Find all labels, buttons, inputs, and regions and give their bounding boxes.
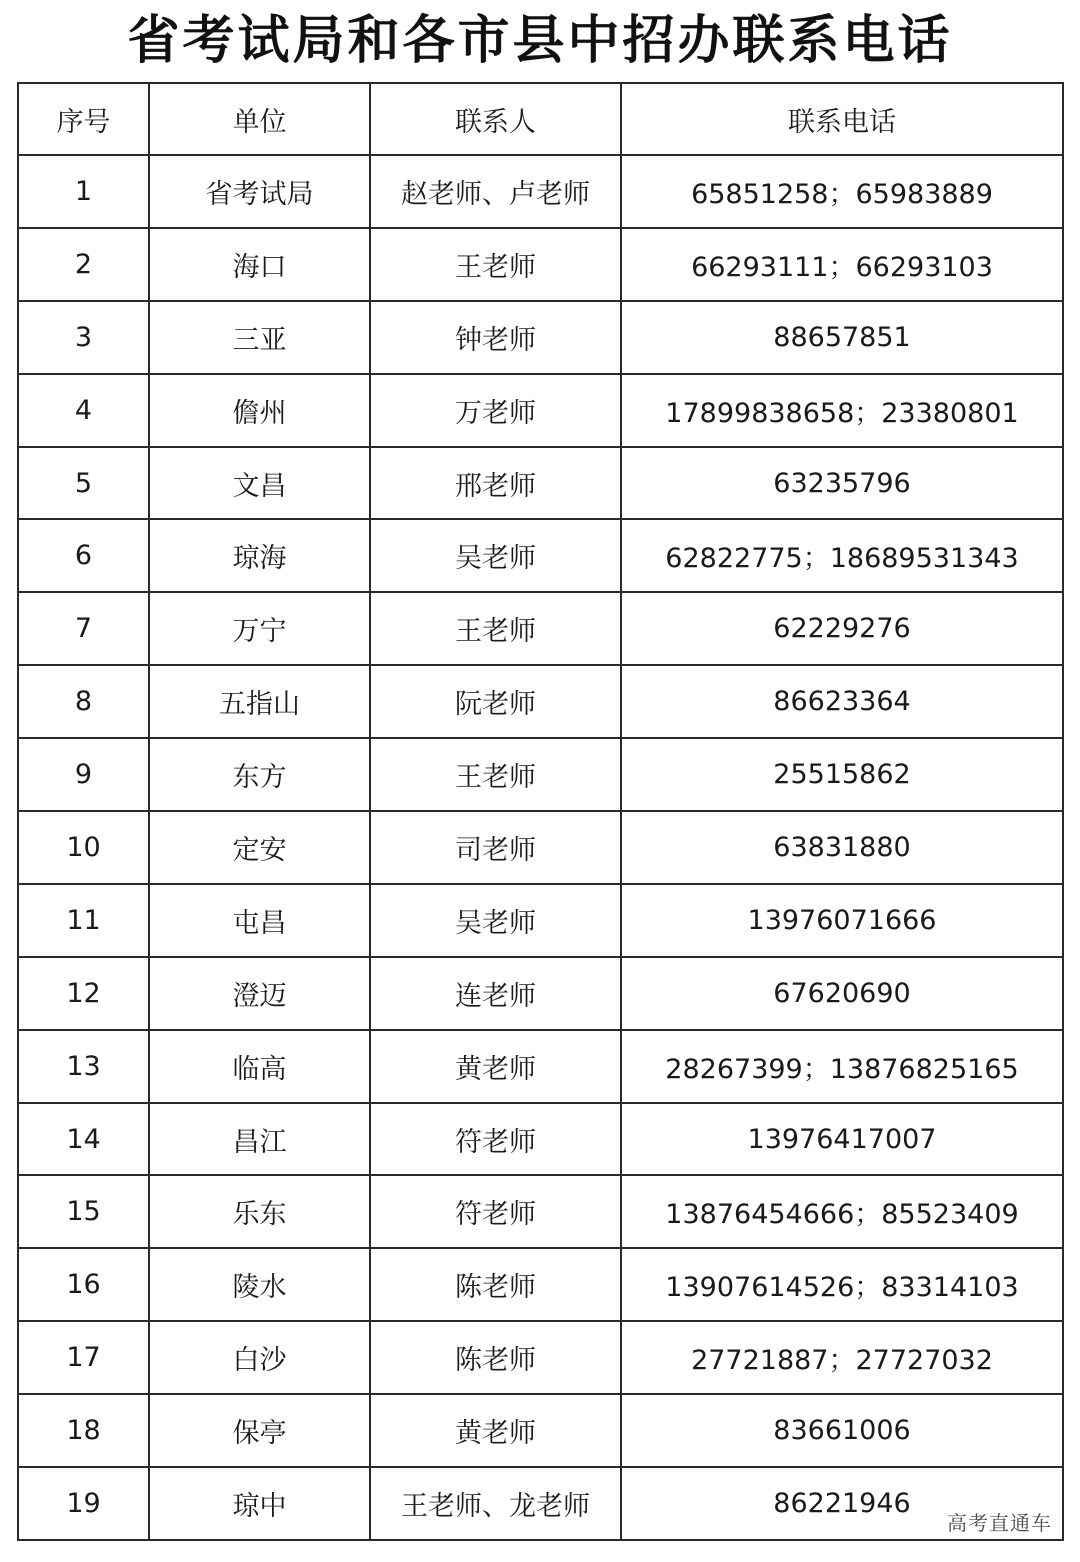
cell-unit: 澄迈 — [149, 957, 370, 1030]
cell-unit: 昌江 — [149, 1103, 370, 1176]
table-row — [18, 1103, 1063, 1176]
cell-phone: 27721887；27727032 — [621, 1321, 1063, 1394]
cell-unit: 琼中 — [149, 1467, 370, 1540]
cell-phone: 67620690 — [621, 957, 1063, 1030]
table-row — [18, 811, 1063, 884]
cell-unit: 省考试局 — [149, 155, 370, 228]
cell-unit: 三亚 — [149, 301, 370, 374]
cell-unit: 定安 — [149, 811, 370, 884]
cell-index: 16 — [18, 1248, 149, 1321]
table-row — [18, 519, 1063, 592]
cell-phone: 63235796 — [621, 447, 1063, 520]
cell-index: 19 — [18, 1467, 149, 1540]
cell-unit: 儋州 — [149, 374, 370, 447]
cell-unit: 临高 — [149, 1030, 370, 1103]
cell-index: 7 — [18, 592, 149, 665]
table-row — [18, 374, 1063, 447]
cell-contact: 黄老师 — [370, 1030, 621, 1103]
header-unit: 单位 — [149, 83, 370, 155]
cell-index: 17 — [18, 1321, 149, 1394]
table-row — [18, 1467, 1063, 1540]
table-row — [18, 738, 1063, 811]
cell-phone: 86221946 — [621, 1467, 1063, 1540]
cell-unit: 东方 — [149, 738, 370, 811]
cell-phone: 62229276 — [621, 592, 1063, 665]
cell-unit: 万宁 — [149, 592, 370, 665]
cell-phone: 13976417007 — [621, 1103, 1063, 1176]
cell-contact: 陈老师 — [370, 1248, 621, 1321]
cell-index: 2 — [18, 228, 149, 301]
table-row — [18, 1030, 1063, 1103]
cell-unit: 屯昌 — [149, 884, 370, 957]
cell-index: 11 — [18, 884, 149, 957]
cell-contact: 符老师 — [370, 1175, 621, 1248]
cell-index: 9 — [18, 738, 149, 811]
cell-unit: 海口 — [149, 228, 370, 301]
watermark: 高考直通车 — [947, 1511, 1052, 1535]
table-row — [18, 1175, 1063, 1248]
cell-phone: 13976071666 — [621, 884, 1063, 957]
contact-table — [17, 82, 1064, 1541]
table-row — [18, 1248, 1063, 1321]
cell-contact: 王老师 — [370, 738, 621, 811]
table-row — [18, 447, 1063, 520]
cell-phone: 88657851 — [621, 301, 1063, 374]
cell-index: 5 — [18, 447, 149, 520]
cell-contact: 邢老师 — [370, 447, 621, 520]
cell-phone: 17899838658；23380801 — [621, 374, 1063, 447]
cell-contact: 黄老师 — [370, 1394, 621, 1467]
table-row — [18, 1394, 1063, 1467]
cell-contact: 吴老师 — [370, 519, 621, 592]
cell-index: 8 — [18, 665, 149, 738]
cell-contact: 王老师 — [370, 592, 621, 665]
cell-contact: 司老师 — [370, 811, 621, 884]
table-row — [18, 155, 1063, 228]
cell-phone: 83661006 — [621, 1394, 1063, 1467]
table-row — [18, 665, 1063, 738]
cell-index: 10 — [18, 811, 149, 884]
cell-contact: 连老师 — [370, 957, 621, 1030]
page-title: 省考试局和各市县中招办联系电话 — [127, 11, 953, 71]
cell-phone: 65851258；65983889 — [621, 155, 1063, 228]
cell-phone: 66293111；66293103 — [621, 228, 1063, 301]
cell-phone: 13907614526；83314103 — [621, 1248, 1063, 1321]
cell-contact: 王老师、龙老师 — [370, 1467, 621, 1540]
cell-index: 1 — [18, 155, 149, 228]
cell-unit: 五指山 — [149, 665, 370, 738]
table-header-row — [18, 83, 1063, 155]
cell-contact: 陈老师 — [370, 1321, 621, 1394]
header-contact: 联系人 — [370, 83, 621, 155]
cell-phone: 62822775；18689531343 — [621, 519, 1063, 592]
cell-unit: 陵水 — [149, 1248, 370, 1321]
cell-contact: 符老师 — [370, 1103, 621, 1176]
table-row — [18, 301, 1063, 374]
cell-index: 12 — [18, 957, 149, 1030]
table-row — [18, 884, 1063, 957]
cell-unit: 文昌 — [149, 447, 370, 520]
cell-unit: 琼海 — [149, 519, 370, 592]
cell-index: 14 — [18, 1103, 149, 1176]
cell-unit: 白沙 — [149, 1321, 370, 1394]
cell-index: 15 — [18, 1175, 149, 1248]
cell-phone: 25515862 — [621, 738, 1063, 811]
cell-unit: 乐东 — [149, 1175, 370, 1248]
cell-index: 18 — [18, 1394, 149, 1467]
table-row — [18, 228, 1063, 301]
header-index: 序号 — [18, 83, 149, 155]
cell-contact: 赵老师、卢老师 — [370, 155, 621, 228]
cell-contact: 钟老师 — [370, 301, 621, 374]
cell-phone: 86623364 — [621, 665, 1063, 738]
cell-phone: 13876454666；85523409 — [621, 1175, 1063, 1248]
cell-index: 6 — [18, 519, 149, 592]
cell-unit: 保亭 — [149, 1394, 370, 1467]
header-phone: 联系电话 — [621, 83, 1063, 155]
cell-phone: 63831880 — [621, 811, 1063, 884]
table-row — [18, 957, 1063, 1030]
cell-contact: 吴老师 — [370, 884, 621, 957]
cell-index: 13 — [18, 1030, 149, 1103]
cell-phone: 28267399；13876825165 — [621, 1030, 1063, 1103]
cell-contact: 王老师 — [370, 228, 621, 301]
cell-index: 4 — [18, 374, 149, 447]
cell-contact: 万老师 — [370, 374, 621, 447]
table-row — [18, 592, 1063, 665]
cell-index: 3 — [18, 301, 149, 374]
cell-contact: 阮老师 — [370, 665, 621, 738]
table-row — [18, 1321, 1063, 1394]
